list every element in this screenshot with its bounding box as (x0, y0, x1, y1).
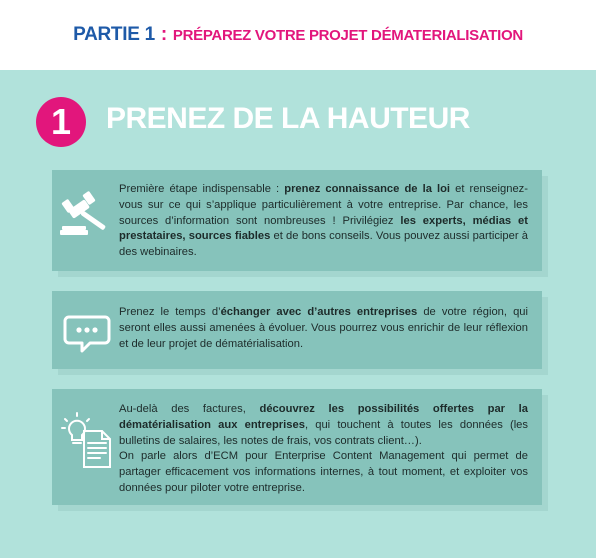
info-card-exchange (52, 291, 542, 369)
info-card-law (52, 170, 542, 271)
step-title: PRENEZ DE LA HAUTEUR (106, 102, 470, 135)
content-panel (0, 70, 596, 558)
chat-bubble-icon (60, 305, 114, 359)
card-text (119, 305, 528, 352)
lightbulb-document-icon (60, 409, 114, 463)
card-text-run: et renseignez-vous sur ce qui s’applique particulièrement à votre entreprise. Par chance, les sources d’information sont nombreuses ! Privilégiez (119, 183, 528, 227)
step-number-badge: 1 (36, 97, 86, 147)
part-label: PARTIE 1 (73, 24, 155, 45)
card-text-run: On parle alors d’ECM pour Enterprise Content Management qui permet de partager efficacement vos informations internes, à tout moment, et exploiter vos données pour piloter votre entreprise. (119, 450, 528, 494)
info-card-ecm (52, 389, 542, 505)
card-text-run: , qui touchent à toutes les données (les bulletins de salaires, les notes de frais, vos contrats client…). (119, 418, 528, 447)
page-header (0, 0, 596, 70)
card-text-emphasis: échanger avec d’autres entreprises (220, 306, 418, 318)
card-text-emphasis: les experts, médias et prestataires, sources fiables (119, 214, 528, 243)
part-subtitle: PRÉPAREZ VOTRE PROJET DÉMATERIALISATION (172, 26, 523, 44)
card-text (119, 182, 528, 261)
part-separator: : (160, 24, 167, 45)
gavel-icon (60, 190, 114, 244)
card-text-run: et de bons conseils. Vous pouvez aussi participer à des webinaires. (119, 230, 529, 259)
card-text (119, 402, 528, 497)
card-text-run: Prenez le temps d’ (119, 306, 221, 318)
card-text-emphasis: prenez connaissance de la loi (284, 183, 451, 195)
card-text-run: Première étape indispensable : (119, 183, 285, 195)
card-text-emphasis: découvrez les possibilités offertes par la dématérialisation aux entreprises (119, 403, 529, 431)
card-text-run: de votre région, qui seront elles aussi amenées à évoluer. Vous pourrez vous enrichir de leur réflexion et de leur projet de dématérialisation. (119, 306, 529, 350)
card-text-run: Au-delà des factures, (119, 403, 260, 415)
